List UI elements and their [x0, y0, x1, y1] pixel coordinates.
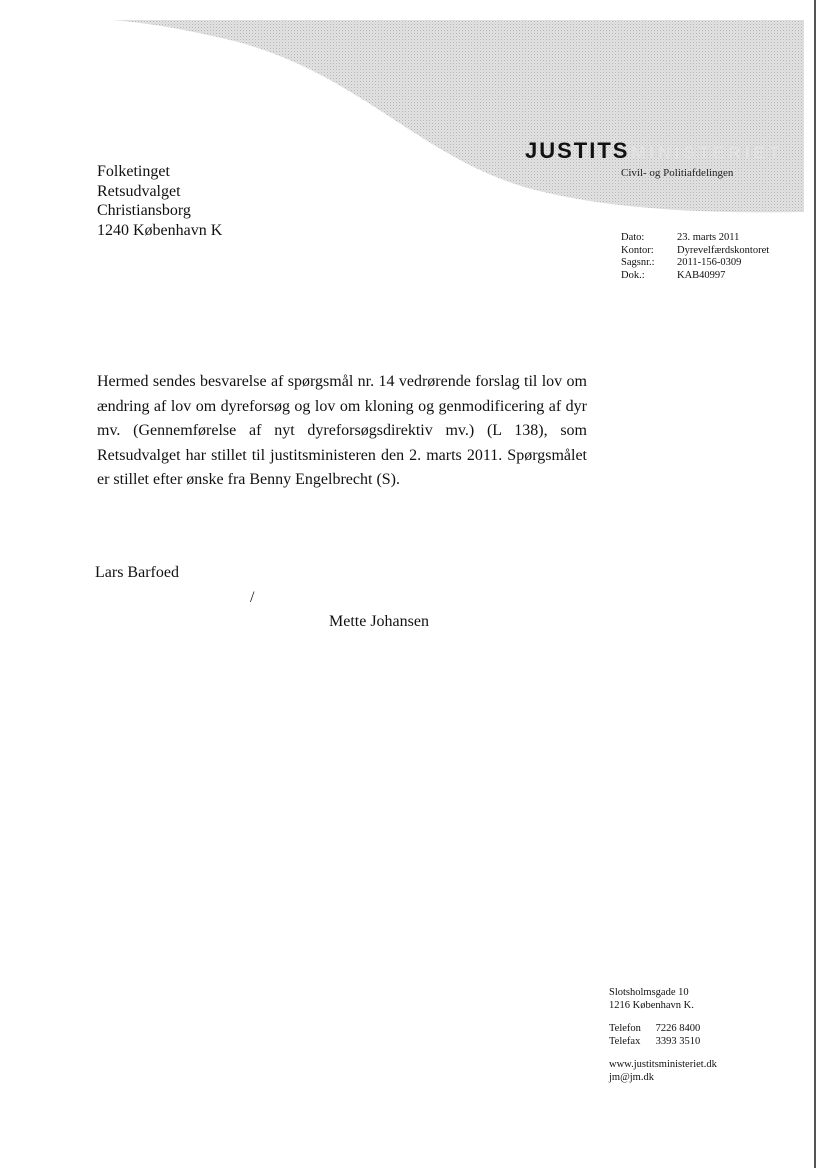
meta-label: Dok.:: [621, 269, 645, 281]
ministry-contact-footer: [609, 986, 717, 1094]
meta-label: Dato:: [621, 232, 645, 243]
address-line: Slotsholmsgade 10: [609, 987, 689, 998]
meta-value: KAB40997: [677, 269, 726, 281]
meta-value: Dyrevelfærdskontoret: [677, 244, 770, 256]
logo-justits: JUSTITS: [525, 138, 630, 163]
meta-label: Kontor:: [621, 244, 654, 256]
meta-row-document: [621, 270, 769, 283]
phone-label: Telefon: [609, 1023, 641, 1034]
meta-row-office: [621, 245, 769, 258]
scan-edge-line: [814, 0, 816, 1168]
meta-row-date: [621, 232, 769, 245]
phone-row: [609, 1022, 717, 1035]
footer-phone-block: [609, 1022, 717, 1048]
recipient-line: Retsudvalget: [97, 182, 181, 200]
meta-label: Sagsnr.:: [621, 257, 655, 268]
fax-label: Telefax: [609, 1036, 641, 1047]
document-metadata: [621, 232, 769, 282]
meta-row-case-number: [621, 257, 769, 270]
recipient-line: 1240 København K: [97, 221, 223, 239]
signature-name: Lars Barfoed: [95, 564, 179, 581]
website-link[interactable]: www.justitsministeriet.dk: [609, 1059, 717, 1070]
footer-web-block: [609, 1058, 717, 1084]
phone-value: 7226 8400: [655, 1023, 701, 1034]
letter-body: Hermed sendes besvarelse af spørgsmål nr. 14 vedrørende forslag til lov om ændring af lov om dyreforsøg og lov om kloning og genmodificering af dyr mv. (Gennemførelse af nyt dyreforsøgsdirektiv mv.) (L 138), som Retsudvalget har stillet til justitsministeren den 2. marts 2011. Spørgsmålet er stillet efter ønske fra Benny Engelbrecht (S).: [97, 373, 587, 488]
ministry-logo: [525, 138, 783, 164]
meta-value: 2011-156-0309: [677, 257, 742, 268]
meta-value: 23. marts 2011: [677, 232, 740, 243]
recipient-line: Folketinget: [97, 163, 170, 180]
footer-address: [609, 986, 717, 1012]
logo-ministeriet: MINISTERIET: [631, 143, 784, 162]
address-line: 1216 København K.: [609, 1000, 694, 1011]
signature-separator: /: [250, 589, 255, 606]
fax-row: [609, 1035, 717, 1048]
recipient-line: Christiansborg: [97, 202, 191, 219]
email-link[interactable]: jm@jm.dk: [609, 1072, 654, 1083]
department-name: Civil- og Politiafdelingen: [621, 167, 734, 179]
recipient-address: [97, 162, 222, 240]
fax-value: 3393 3510: [655, 1036, 701, 1047]
cosigner-name: Mette Johansen: [329, 613, 429, 630]
